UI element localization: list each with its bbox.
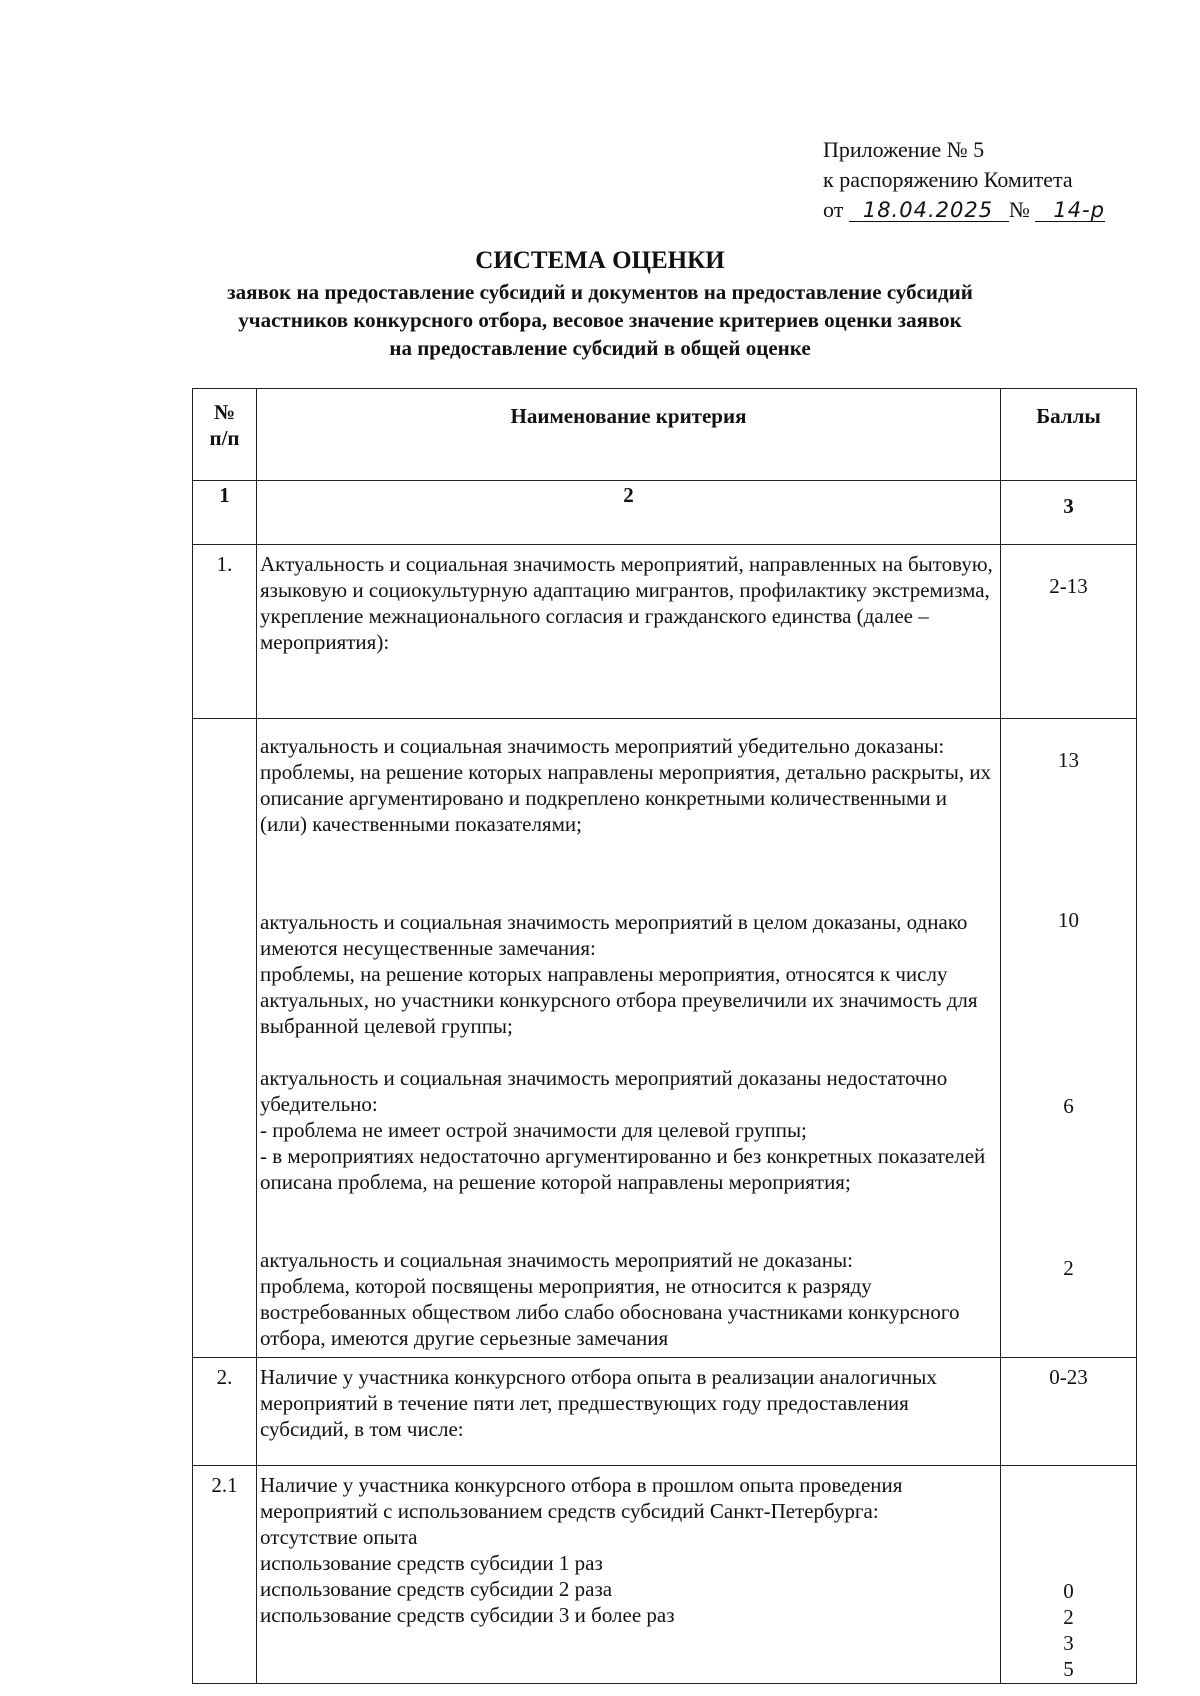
table-row-criterion-1 (193, 545, 1137, 719)
row-text: Наличие у участника конкурсного отбора опыта в реализации аналогичных мероприятий в течение пяти лет, предшествующих году предоставления субсидий, в том числе: (257, 1358, 1001, 1466)
appendix-number: 14-р (1035, 199, 1105, 222)
level-points: 13 (1058, 748, 1079, 772)
column-number-3: 3 (1001, 481, 1137, 545)
header-criterion-name: Наименование критерия (257, 389, 1001, 481)
appendix-number-sign: № (1008, 197, 1030, 222)
level-points: 2 (1063, 1256, 1074, 1280)
subtitle-line-3: на предоставление субсидий в общей оценке (389, 336, 811, 360)
table-row-criterion-2 (193, 1358, 1137, 1466)
appendix-block (823, 135, 1105, 225)
header-number-sign: № (213, 400, 236, 424)
row-levels-text (257, 719, 1001, 1358)
level-text: актуальность и социальная значимость мероприятий доказаны недостаточно убедительно: - проблема не имеет острой значимости для целевой группы; - в мероприятиях недостаточно аргументированно и без конкретных показателей описана проблема, на решение которой направлены мероприятия; (260, 1066, 986, 1194)
table-header-row (193, 389, 1137, 481)
row-number: 1. (193, 545, 257, 719)
subtitle-line-1: заявок на предоставление субсидий и документов на предоставление субсидий (227, 280, 973, 304)
points-value: 2 (1063, 1605, 1074, 1629)
appendix-title: Приложение № 5 (823, 137, 985, 162)
row-number: 2.1 (193, 1466, 257, 1684)
level-text: актуальность и социальная значимость мероприятий не доказаны: проблема, которой посвящены мероприятия, не относится к разряду востребованных обществом либо слабо обоснована участниками конкурсного отбора, имеются другие серьезные замечания (260, 1248, 960, 1350)
appendix-date: 18.04.2025 (849, 199, 1009, 222)
row-points: 2-13 (1001, 545, 1137, 719)
column-number-2: 2 (257, 481, 1001, 545)
level-text: актуальность и социальная значимость мероприятий убедительно доказаны: проблемы, на решение которых направлены мероприятия, детально раскрыты, их описание аргументировано и подкреплено конкретными количественными и (или) качественными показателями; (260, 734, 992, 836)
row-text: Актуальность и социальная значимость мероприятий, направленных на бытовую, языковую и социокультурную адаптацию мигрантов, профилактику экстремизма, укрепление межнационального согласия и гражданского единства (далее – мероприятия): (257, 545, 1001, 719)
row-text: Наличие у участника конкурсного отбора в прошлом опыта проведения мероприятий с использованием средств субсидий Санкт-Петербурга: отсутствие опыта использование средств субсидии 1 раз использование средств субсидии 2 раза использование средств субсидии 3 и более раз (257, 1466, 1001, 1684)
table-row-criterion-1-levels (193, 719, 1137, 1358)
appendix-order: к распоряжению Комитета (823, 167, 1073, 192)
row-number-empty (193, 719, 257, 1358)
appendix-date-line (823, 195, 1105, 225)
header-number (193, 389, 257, 481)
row-number: 2. (193, 1358, 257, 1466)
points-value: 0 (1063, 1579, 1074, 1603)
document-title: СИСТЕМА ОЦЕНКИ (475, 247, 725, 274)
level-text: актуальность и социальная значимость мероприятий в целом доказаны, однако имеются несущественные замечания: проблемы, на решение которых направлены мероприятия, относятся к числу актуальных, но участники конкурсного отбора преувеличили их значимость для выбранной целевой группы; (260, 910, 978, 1038)
table-row-criterion-2-1 (193, 1466, 1137, 1684)
points-value: 3 (1063, 1631, 1074, 1655)
row-levels-points (1001, 719, 1137, 1358)
row-points: 0-23 (1001, 1358, 1137, 1466)
row-points (1001, 1466, 1137, 1684)
subtitle-line-2: участников конкурсного отбора, весовое значение критериев оценки заявок (238, 308, 962, 332)
points-value: 5 (1063, 1657, 1074, 1681)
column-number-1: 1 (193, 481, 257, 545)
appendix-from: от (823, 197, 844, 222)
level-points: 6 (1063, 1094, 1074, 1118)
criteria-table (192, 388, 1137, 1684)
header-points: Баллы (1001, 389, 1137, 481)
header-number-pp: п/п (209, 426, 240, 450)
document-subtitle (150, 278, 1050, 362)
column-number-row (193, 481, 1137, 545)
level-points: 10 (1058, 908, 1079, 932)
